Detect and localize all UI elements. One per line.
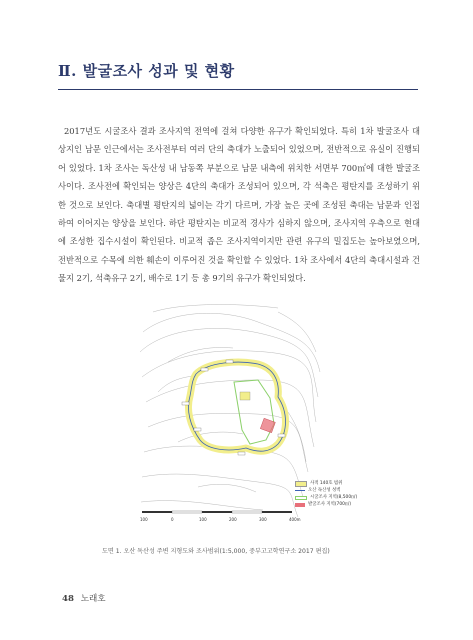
building-marker [240, 392, 250, 400]
legend-swatch [295, 496, 307, 500]
legend-item [295, 494, 365, 501]
scale-label: 200 [229, 517, 237, 522]
contour-lines [140, 305, 320, 517]
section-heading-block [58, 60, 418, 90]
legend-swatch [295, 481, 307, 487]
heading-rule [58, 89, 418, 90]
scale-label: 400m [289, 517, 301, 522]
legend-swatch [295, 490, 305, 492]
scale-label: 300 [259, 517, 267, 522]
body-paragraph: 2017년도 시굴조사 결과 조사지역 전역에 걸쳐 다양한 유구가 확인되었다. 특히 1차 발굴조사 대상지인 남문 인근에서는 조사전부터 여러 단의 축대가 노출되어 있었으며, 전반적으로 유실이 진행되어 있었다. 1차 조사는 독산성 내 남동쪽 부분으로 남문 내측에 위치한 서면부 700㎡에 대한 발굴조사이다. 조사전에 확인되는 양상은 4단의 축대가 조성되어 있으며, 각 석축은 평탄지를 조성하기 위한 것으로 보인다. 축대별 평탄지의 넓이는 각기 다르며, 가장 높은 곳에 조성된 축대는 남문과 인접하여 이어지는 양상을 보인다. 하단 평탄지는 비교적 경사가 심하지 않으며, 조사지역 우측으로 현대에 조성한 집수시설이 확인된다. 비교적 좁은 조사지역이지만 관련 유구의 밀집도는 높아보였으며, 전반적으로 수목에 의한 훼손이 이루어진 것을 확인할 수 있었다. 1차 조사에서 4단의 축대시설과 건물지 2기, 석축유구 2기, 배수로 1기 등 총 9기의 유구가 확인되었다. [58, 126, 420, 284]
legend-swatch [295, 503, 305, 507]
legend-item [295, 487, 365, 494]
journal-name: 노래호 [80, 594, 106, 604]
scale-bar-graphic [140, 510, 325, 516]
legend-label: 시굴조사 지역(8,500㎡) [310, 495, 358, 500]
legend-item [295, 501, 365, 508]
scale-label: 0 [171, 517, 174, 522]
scale-label: 100 [199, 517, 207, 522]
scale-label: 100 [140, 517, 148, 522]
legend-label: 사적 140호 범위 [310, 481, 343, 486]
legend-label: 오산 독산성 성벽 [308, 488, 341, 493]
map-scale-bar [140, 510, 325, 524]
page-number: 48 [62, 594, 74, 604]
map-legend [295, 480, 365, 508]
test-excavation-area [234, 380, 274, 444]
legend-label: 발굴조사 지역(700㎡) [308, 502, 352, 507]
page-footer [62, 592, 106, 604]
section-heading: Ⅱ. 발굴조사 성과 및 현황 [58, 62, 235, 80]
figure-caption: 도면 1. 오산 독산성 주변 지형도와 조사범위(1:5,000, 중부고고학연구소 2017 편집) [102, 548, 330, 555]
legend-item [295, 480, 365, 487]
